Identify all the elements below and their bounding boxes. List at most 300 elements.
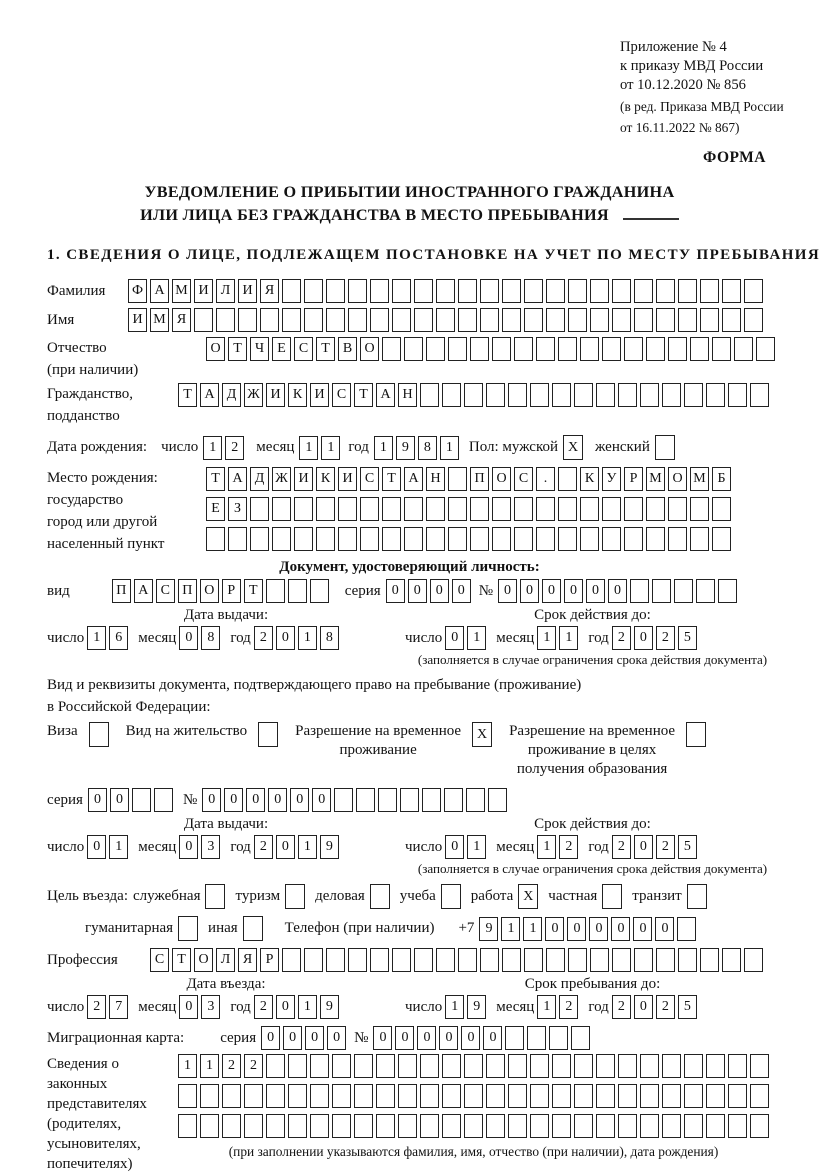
char-box[interactable]: 9: [320, 995, 339, 1019]
char-box[interactable]: [744, 308, 763, 332]
sex-female-checkbox[interactable]: [655, 435, 675, 460]
char-box[interactable]: 0: [634, 626, 653, 650]
char-box[interactable]: [590, 279, 609, 303]
char-box[interactable]: [288, 1084, 307, 1108]
char-box[interactable]: 2: [559, 995, 578, 1019]
char-box[interactable]: [750, 383, 769, 407]
char-box[interactable]: 0: [373, 1026, 392, 1050]
char-box[interactable]: [700, 948, 719, 972]
char-box[interactable]: [706, 1114, 725, 1138]
char-box[interactable]: [646, 527, 665, 551]
char-box[interactable]: [728, 383, 747, 407]
char-box[interactable]: 0: [542, 579, 561, 603]
char-box[interactable]: 1: [440, 436, 459, 460]
char-box[interactable]: [502, 308, 521, 332]
char-box[interactable]: 8: [201, 626, 220, 650]
char-box[interactable]: [470, 337, 489, 361]
char-box[interactable]: [310, 1054, 329, 1078]
char-box[interactable]: 1: [537, 835, 556, 859]
char-box[interactable]: [442, 1054, 461, 1078]
char-box[interactable]: [502, 948, 521, 972]
char-box[interactable]: З: [228, 497, 247, 521]
char-box[interactable]: [436, 948, 455, 972]
char-box[interactable]: [420, 1084, 439, 1108]
char-box[interactable]: 1: [374, 436, 393, 460]
char-box[interactable]: 0: [520, 579, 539, 603]
char-box[interactable]: 0: [655, 917, 674, 941]
char-box[interactable]: Е: [272, 337, 291, 361]
char-box[interactable]: С: [156, 579, 175, 603]
char-box[interactable]: [442, 1114, 461, 1138]
char-box[interactable]: [376, 1084, 395, 1108]
char-box[interactable]: [288, 1114, 307, 1138]
char-box[interactable]: [448, 467, 467, 491]
char-box[interactable]: [422, 788, 441, 812]
char-box[interactable]: [354, 1114, 373, 1138]
char-box[interactable]: [530, 1084, 549, 1108]
char-box[interactable]: [580, 497, 599, 521]
char-box[interactable]: А: [134, 579, 153, 603]
char-box[interactable]: [656, 279, 675, 303]
char-box[interactable]: 0: [564, 579, 583, 603]
char-box[interactable]: [154, 788, 173, 812]
char-box[interactable]: [348, 948, 367, 972]
char-box[interactable]: [470, 497, 489, 521]
char-box[interactable]: [458, 948, 477, 972]
char-box[interactable]: И: [338, 467, 357, 491]
char-box[interactable]: 1: [299, 436, 318, 460]
char-box[interactable]: [602, 337, 621, 361]
char-box[interactable]: [228, 527, 247, 551]
char-box[interactable]: [250, 497, 269, 521]
char-box[interactable]: Т: [354, 383, 373, 407]
char-box[interactable]: [744, 279, 763, 303]
char-box[interactable]: С: [294, 337, 313, 361]
char-box[interactable]: 0: [386, 579, 405, 603]
char-box[interactable]: [546, 279, 565, 303]
char-box[interactable]: [426, 337, 445, 361]
char-box[interactable]: [310, 579, 329, 603]
char-box[interactable]: [466, 788, 485, 812]
char-box[interactable]: 1: [298, 626, 317, 650]
char-box[interactable]: [508, 1114, 527, 1138]
char-box[interactable]: [530, 1054, 549, 1078]
char-box[interactable]: Т: [316, 337, 335, 361]
char-box[interactable]: [420, 1114, 439, 1138]
char-box[interactable]: Ж: [244, 383, 263, 407]
char-box[interactable]: 5: [678, 995, 697, 1019]
residence-permit-checkbox[interactable]: [258, 722, 278, 747]
char-box[interactable]: О: [360, 337, 379, 361]
char-box[interactable]: [640, 1114, 659, 1138]
char-box[interactable]: [684, 383, 703, 407]
char-box[interactable]: [480, 948, 499, 972]
char-box[interactable]: [700, 308, 719, 332]
char-box[interactable]: Ф: [128, 279, 147, 303]
char-box[interactable]: [612, 279, 631, 303]
char-box[interactable]: [464, 1054, 483, 1078]
char-box[interactable]: [646, 337, 665, 361]
char-box[interactable]: [568, 308, 587, 332]
char-box[interactable]: К: [316, 467, 335, 491]
char-box[interactable]: [514, 527, 533, 551]
char-box[interactable]: [640, 383, 659, 407]
char-box[interactable]: [684, 1084, 703, 1108]
char-box[interactable]: [612, 308, 631, 332]
char-box[interactable]: [414, 279, 433, 303]
char-box[interactable]: [706, 1084, 725, 1108]
char-box[interactable]: [722, 279, 741, 303]
char-box[interactable]: А: [150, 279, 169, 303]
char-box[interactable]: [354, 1084, 373, 1108]
char-box[interactable]: [722, 948, 741, 972]
char-box[interactable]: [288, 1054, 307, 1078]
char-box[interactable]: Р: [260, 948, 279, 972]
char-box[interactable]: [728, 1084, 747, 1108]
char-box[interactable]: [334, 788, 353, 812]
char-box[interactable]: 7: [109, 995, 128, 1019]
char-box[interactable]: К: [580, 467, 599, 491]
char-box[interactable]: 0: [633, 917, 652, 941]
char-box[interactable]: Т: [244, 579, 263, 603]
char-box[interactable]: [266, 1084, 285, 1108]
char-box[interactable]: [200, 1114, 219, 1138]
char-box[interactable]: [734, 337, 753, 361]
char-box[interactable]: 0: [634, 835, 653, 859]
char-box[interactable]: Т: [228, 337, 247, 361]
char-box[interactable]: [392, 948, 411, 972]
char-box[interactable]: [348, 279, 367, 303]
char-box[interactable]: [338, 527, 357, 551]
char-box[interactable]: [272, 497, 291, 521]
char-box[interactable]: [580, 337, 599, 361]
char-box[interactable]: [420, 383, 439, 407]
char-box[interactable]: 9: [467, 995, 486, 1019]
char-box[interactable]: 1: [445, 995, 464, 1019]
char-box[interactable]: [448, 527, 467, 551]
char-box[interactable]: [750, 1114, 769, 1138]
char-box[interactable]: 0: [312, 788, 331, 812]
char-box[interactable]: [674, 579, 693, 603]
char-box[interactable]: О: [194, 948, 213, 972]
char-box[interactable]: [132, 788, 151, 812]
char-box[interactable]: [530, 1114, 549, 1138]
purpose-private-checkbox[interactable]: [602, 884, 622, 909]
char-box[interactable]: [260, 308, 279, 332]
char-box[interactable]: [634, 308, 653, 332]
char-box[interactable]: [398, 1114, 417, 1138]
char-box[interactable]: [376, 1054, 395, 1078]
char-box[interactable]: [480, 308, 499, 332]
char-box[interactable]: [668, 497, 687, 521]
char-box[interactable]: [332, 1084, 351, 1108]
char-box[interactable]: [354, 1054, 373, 1078]
char-box[interactable]: [662, 1114, 681, 1138]
char-box[interactable]: [222, 1084, 241, 1108]
char-box[interactable]: [502, 279, 521, 303]
char-box[interactable]: [266, 579, 285, 603]
char-box[interactable]: [458, 308, 477, 332]
char-box[interactable]: О: [200, 579, 219, 603]
temp-residence-checkbox[interactable]: X: [472, 722, 492, 747]
char-box[interactable]: 0: [461, 1026, 480, 1050]
char-box[interactable]: [326, 308, 345, 332]
char-box[interactable]: [398, 1084, 417, 1108]
char-box[interactable]: [536, 337, 555, 361]
char-box[interactable]: [464, 383, 483, 407]
char-box[interactable]: 0: [290, 788, 309, 812]
char-box[interactable]: [514, 497, 533, 521]
char-box[interactable]: [706, 383, 725, 407]
purpose-official-checkbox[interactable]: [205, 884, 225, 909]
char-box[interactable]: [488, 788, 507, 812]
char-box[interactable]: 0: [586, 579, 605, 603]
char-box[interactable]: [486, 1114, 505, 1138]
char-box[interactable]: 9: [479, 917, 498, 941]
char-box[interactable]: Ч: [250, 337, 269, 361]
char-box[interactable]: [552, 1054, 571, 1078]
char-box[interactable]: [448, 337, 467, 361]
char-box[interactable]: [618, 1114, 637, 1138]
char-box[interactable]: [618, 1084, 637, 1108]
char-box[interactable]: [558, 527, 577, 551]
char-box[interactable]: [546, 948, 565, 972]
char-box[interactable]: [596, 1084, 615, 1108]
char-box[interactable]: 2: [656, 835, 675, 859]
char-box[interactable]: [596, 383, 615, 407]
char-box[interactable]: И: [128, 308, 147, 332]
char-box[interactable]: [442, 383, 461, 407]
char-box[interactable]: [646, 497, 665, 521]
char-box[interactable]: 0: [608, 579, 627, 603]
char-box[interactable]: [652, 579, 671, 603]
char-box[interactable]: [464, 1114, 483, 1138]
char-box[interactable]: Я: [172, 308, 191, 332]
char-box[interactable]: Т: [178, 383, 197, 407]
char-box[interactable]: [690, 497, 709, 521]
char-box[interactable]: [404, 497, 423, 521]
char-box[interactable]: [612, 948, 631, 972]
char-box[interactable]: [558, 497, 577, 521]
char-box[interactable]: [678, 948, 697, 972]
char-box[interactable]: [552, 1084, 571, 1108]
char-box[interactable]: [656, 948, 675, 972]
char-box[interactable]: [744, 948, 763, 972]
purpose-tourism-checkbox[interactable]: [285, 884, 305, 909]
char-box[interactable]: [571, 1026, 590, 1050]
char-box[interactable]: 2: [254, 626, 273, 650]
char-box[interactable]: [750, 1084, 769, 1108]
char-box[interactable]: [310, 1084, 329, 1108]
char-box[interactable]: Н: [426, 467, 445, 491]
char-box[interactable]: [326, 948, 345, 972]
char-box[interactable]: [602, 497, 621, 521]
char-box[interactable]: 2: [559, 835, 578, 859]
char-box[interactable]: [486, 383, 505, 407]
char-box[interactable]: 2: [225, 436, 244, 460]
char-box[interactable]: [668, 337, 687, 361]
char-box[interactable]: [527, 1026, 546, 1050]
char-box[interactable]: А: [376, 383, 395, 407]
char-box[interactable]: [662, 383, 681, 407]
char-box[interactable]: 0: [567, 917, 586, 941]
char-box[interactable]: [348, 308, 367, 332]
char-box[interactable]: 2: [244, 1054, 263, 1078]
char-box[interactable]: [634, 948, 653, 972]
char-box[interactable]: [492, 337, 511, 361]
char-box[interactable]: Т: [206, 467, 225, 491]
char-box[interactable]: А: [404, 467, 423, 491]
char-box[interactable]: [590, 948, 609, 972]
char-box[interactable]: [552, 383, 571, 407]
char-box[interactable]: 1: [559, 626, 578, 650]
char-box[interactable]: 0: [276, 835, 295, 859]
char-box[interactable]: С: [514, 467, 533, 491]
char-box[interactable]: [370, 279, 389, 303]
char-box[interactable]: 0: [445, 835, 464, 859]
char-box[interactable]: [728, 1114, 747, 1138]
char-box[interactable]: [398, 1054, 417, 1078]
char-box[interactable]: 0: [276, 995, 295, 1019]
char-box[interactable]: [492, 527, 511, 551]
char-box[interactable]: [464, 1084, 483, 1108]
char-box[interactable]: 2: [254, 835, 273, 859]
char-box[interactable]: [458, 279, 477, 303]
char-box[interactable]: [750, 1054, 769, 1078]
char-box[interactable]: 1: [537, 995, 556, 1019]
char-box[interactable]: [696, 579, 715, 603]
purpose-humanitarian-checkbox[interactable]: [178, 916, 198, 941]
char-box[interactable]: В: [338, 337, 357, 361]
char-box[interactable]: К: [288, 383, 307, 407]
char-box[interactable]: [690, 527, 709, 551]
char-box[interactable]: [206, 527, 225, 551]
char-box[interactable]: У: [602, 467, 621, 491]
char-box[interactable]: Т: [172, 948, 191, 972]
char-box[interactable]: [294, 497, 313, 521]
char-box[interactable]: [596, 1054, 615, 1078]
char-box[interactable]: [524, 948, 543, 972]
char-box[interactable]: 2: [612, 995, 631, 1019]
char-box[interactable]: [756, 337, 775, 361]
char-box[interactable]: Е: [206, 497, 225, 521]
char-box[interactable]: [378, 788, 397, 812]
char-box[interactable]: [392, 279, 411, 303]
char-box[interactable]: 1: [501, 917, 520, 941]
char-box[interactable]: 0: [246, 788, 265, 812]
char-box[interactable]: [480, 279, 499, 303]
char-box[interactable]: [316, 527, 335, 551]
char-box[interactable]: [382, 337, 401, 361]
char-box[interactable]: [558, 337, 577, 361]
char-box[interactable]: [546, 308, 565, 332]
char-box[interactable]: [326, 279, 345, 303]
char-box[interactable]: Я: [260, 279, 279, 303]
char-box[interactable]: 0: [305, 1026, 324, 1050]
char-box[interactable]: [370, 948, 389, 972]
char-box[interactable]: 0: [439, 1026, 458, 1050]
char-box[interactable]: [282, 279, 301, 303]
char-box[interactable]: Я: [238, 948, 257, 972]
char-box[interactable]: 0: [589, 917, 608, 941]
char-box[interactable]: [332, 1114, 351, 1138]
char-box[interactable]: И: [266, 383, 285, 407]
char-box[interactable]: 0: [611, 917, 630, 941]
char-box[interactable]: 0: [179, 995, 198, 1019]
char-box[interactable]: [718, 579, 737, 603]
char-box[interactable]: 1: [298, 835, 317, 859]
char-box[interactable]: 0: [110, 788, 129, 812]
char-box[interactable]: 2: [254, 995, 273, 1019]
char-box[interactable]: 1: [321, 436, 340, 460]
char-box[interactable]: 0: [276, 626, 295, 650]
char-box[interactable]: И: [294, 467, 313, 491]
char-box[interactable]: [524, 279, 543, 303]
char-box[interactable]: 0: [87, 835, 106, 859]
char-box[interactable]: [574, 383, 593, 407]
purpose-business-checkbox[interactable]: [370, 884, 390, 909]
char-box[interactable]: [524, 308, 543, 332]
char-box[interactable]: 3: [201, 995, 220, 1019]
char-box[interactable]: 0: [88, 788, 107, 812]
char-box[interactable]: 0: [417, 1026, 436, 1050]
char-box[interactable]: 8: [320, 626, 339, 650]
char-box[interactable]: [266, 1114, 285, 1138]
char-box[interactable]: [382, 527, 401, 551]
char-box[interactable]: Д: [222, 383, 241, 407]
char-box[interactable]: 0: [179, 626, 198, 650]
purpose-other-checkbox[interactable]: [243, 916, 263, 941]
char-box[interactable]: [436, 279, 455, 303]
char-box[interactable]: [508, 1084, 527, 1108]
char-box[interactable]: [568, 279, 587, 303]
char-box[interactable]: [634, 279, 653, 303]
char-box[interactable]: [549, 1026, 568, 1050]
char-box[interactable]: 0: [545, 917, 564, 941]
char-box[interactable]: С: [150, 948, 169, 972]
char-box[interactable]: П: [178, 579, 197, 603]
char-box[interactable]: П: [470, 467, 489, 491]
char-box[interactable]: [486, 1084, 505, 1108]
char-box[interactable]: [304, 279, 323, 303]
char-box[interactable]: [662, 1054, 681, 1078]
char-box[interactable]: [304, 948, 323, 972]
char-box[interactable]: [426, 527, 445, 551]
char-box[interactable]: 1: [203, 436, 222, 460]
sex-male-checkbox[interactable]: X: [563, 435, 583, 460]
char-box[interactable]: [178, 1114, 197, 1138]
char-box[interactable]: 0: [483, 1026, 502, 1050]
char-box[interactable]: 8: [418, 436, 437, 460]
char-box[interactable]: 6: [109, 626, 128, 650]
char-box[interactable]: [590, 308, 609, 332]
char-box[interactable]: [700, 279, 719, 303]
char-box[interactable]: [310, 1114, 329, 1138]
char-box[interactable]: 2: [612, 835, 631, 859]
purpose-study-checkbox[interactable]: [441, 884, 461, 909]
char-box[interactable]: [222, 1114, 241, 1138]
char-box[interactable]: П: [112, 579, 131, 603]
char-box[interactable]: [677, 917, 696, 941]
purpose-transit-checkbox[interactable]: [687, 884, 707, 909]
char-box[interactable]: 1: [178, 1054, 197, 1078]
char-box[interactable]: Н: [398, 383, 417, 407]
char-box[interactable]: [624, 337, 643, 361]
char-box[interactable]: [640, 1084, 659, 1108]
char-box[interactable]: [420, 1054, 439, 1078]
char-box[interactable]: [332, 1054, 351, 1078]
char-box[interactable]: Ж: [272, 467, 291, 491]
